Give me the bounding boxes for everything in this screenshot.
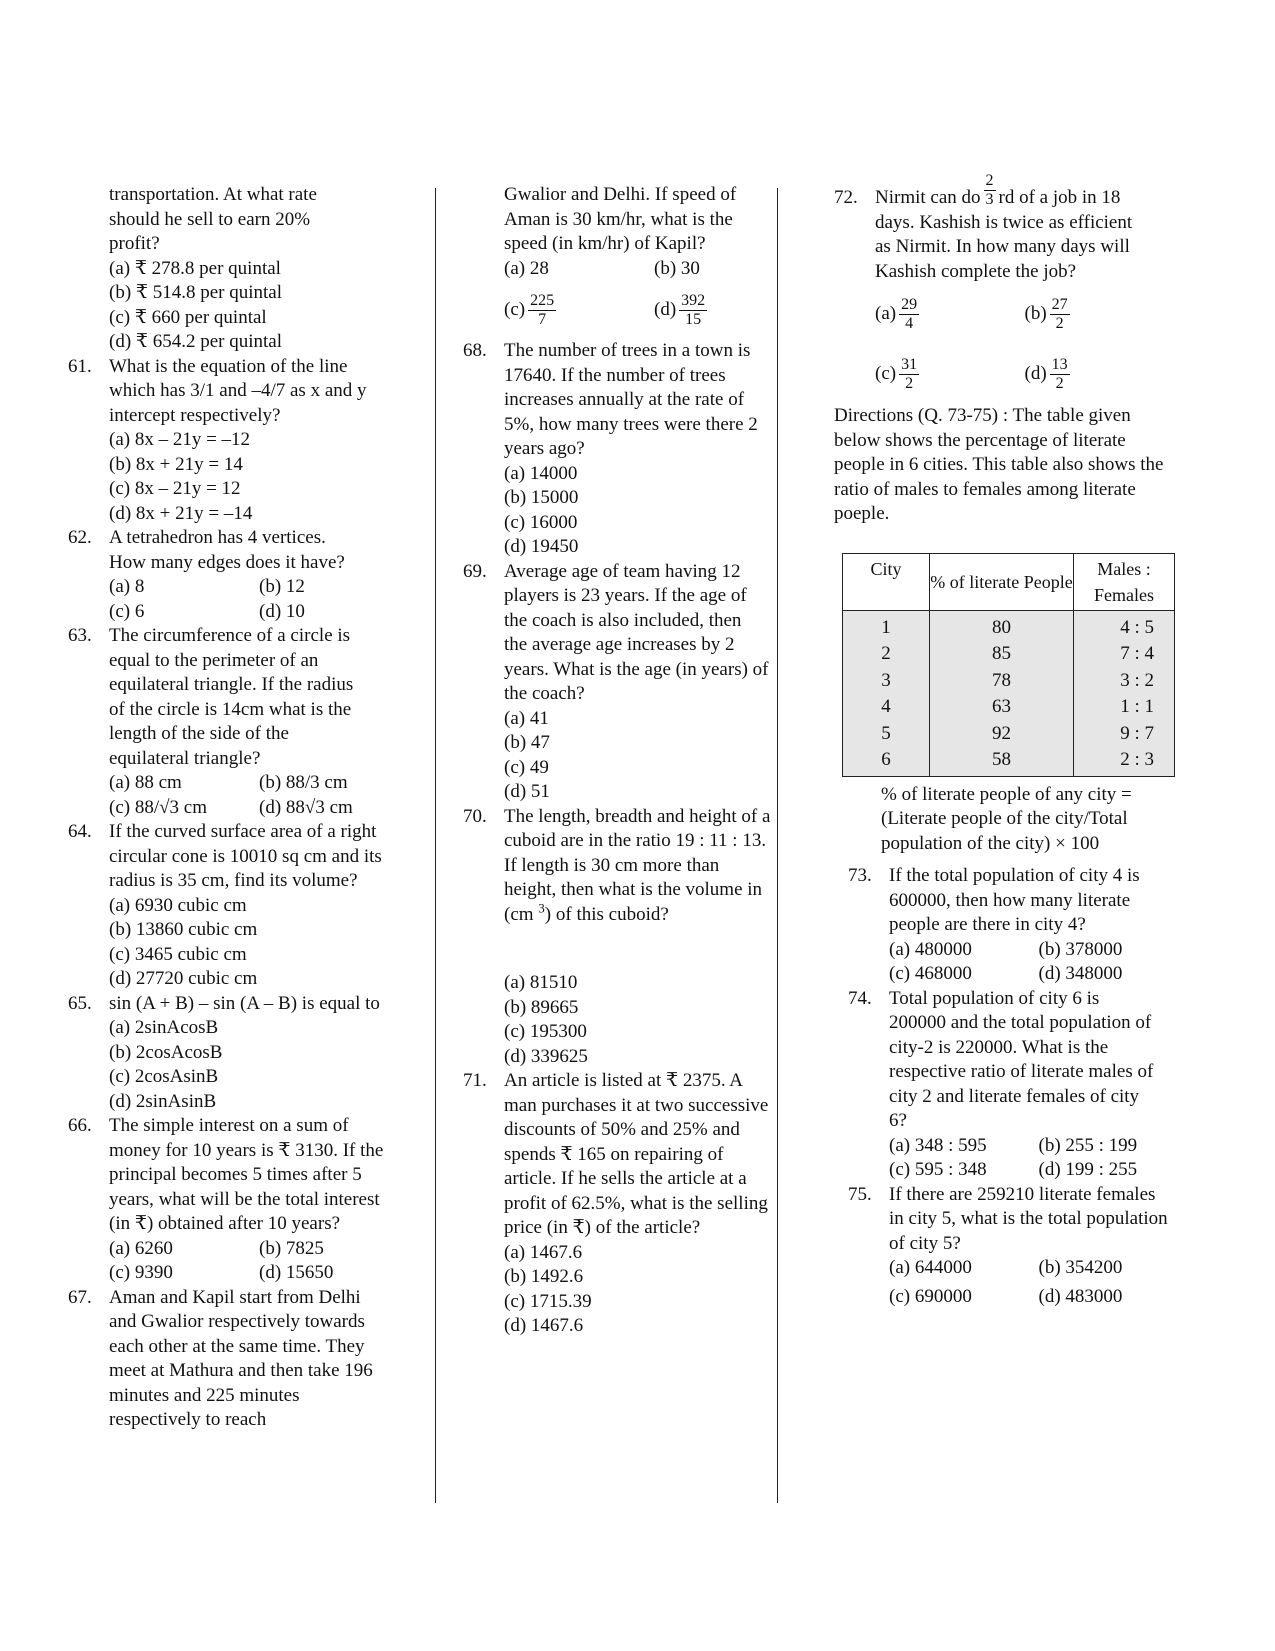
option: (a) 6260 — [109, 1237, 173, 1259]
question-73 — [848, 864, 1188, 987]
question-text: What is the equation of the line which has 3/1 and –4/7 as x and y intercept respectively? — [109, 355, 367, 426]
option: (c) 9390 — [109, 1262, 173, 1283]
cell-city: 4 — [843, 694, 930, 721]
question-number: 74. — [848, 987, 872, 1009]
fraction: $\frac{225}{7}$ — [530, 291, 555, 328]
option: (d) 15650 — [259, 1262, 334, 1283]
question-61 — [68, 355, 413, 527]
question-68 — [463, 339, 793, 560]
option: (c) 1715.39 — [504, 1290, 592, 1312]
option: (d) 1467.6 — [504, 1315, 584, 1336]
cell-city: 6 — [843, 747, 930, 776]
option: (c) 16000 — [504, 511, 578, 533]
cell-percent: 92 — [930, 721, 1074, 748]
question-text: Total population of city 6 is 200000 and the total population of city-2 is 220000. What is the respective ratio of literate males of city 2 and literate females of city 6? — [889, 987, 1154, 1131]
option: (b) 354200 — [1038, 1257, 1123, 1278]
option: (a) 8x – 21y = –12 — [109, 429, 251, 450]
column-1 — [68, 183, 413, 1433]
option: (c) 195300 — [504, 1021, 587, 1042]
question-number: 73. — [848, 865, 872, 886]
question-number: 66. — [68, 1115, 92, 1136]
question-text: Nirmit can do $\frac{2}{3}$ rd of a job in 18 days. Kashish is twice as efficient as Nirmit. In how many days will Kashish complete the job? — [875, 172, 1133, 282]
directions-text: Directions (Q. 73-75) : The table given below shows the percentage of literate people in 6 cities. This table also shows the ratio of males to females among literate poeple. — [834, 405, 1164, 524]
question-text: If there are 259210 literate females in city 5, what is the total population of city 5? — [889, 1183, 1168, 1254]
question-text: Average age of team having 12 players is 23 years. If the age of the coach is also included, then the average age increases by 2 years. What is the age (in years) of the coach? — [504, 560, 769, 704]
option: (a) 88 cm — [109, 772, 182, 793]
question-74 — [848, 987, 1188, 1183]
question-71 — [463, 1069, 793, 1339]
table-header-row — [843, 553, 1175, 610]
option: (d) 8x + 21y = –14 — [109, 502, 253, 524]
column-2 — [463, 183, 818, 1339]
option: (a) 1467.6 — [504, 1241, 583, 1263]
option: (a) 81510 — [504, 972, 578, 993]
question-64 — [68, 820, 413, 992]
option: (b) 7825 — [259, 1237, 324, 1259]
option: (c) 3465 cubic cm — [109, 943, 247, 965]
fraction: $\frac{13}{2}$ — [1051, 355, 1068, 392]
header-ratio: Males : Females — [1074, 553, 1175, 610]
question-text: sin (A + B) – sin (A – B) is equal to — [109, 992, 380, 1014]
option: (a) ₹ 278.8 per quintal — [109, 257, 281, 279]
option: (a) 2sinAcosB — [109, 1017, 219, 1038]
option: (d) 88√3 cm — [259, 796, 353, 818]
question-number: 71. — [463, 1070, 487, 1091]
question-text: If the curved surface area of a right circular cone is 10010 sq cm and its radius is 35 cm, find its volume? — [109, 821, 382, 891]
question-text: An article is listed at ₹ 2375. A man purchases it at two successive discounts of 50% and 25% and spends ₹ 165 on repairing of article. If he sells the article at a profit of 62.5%, what is the selling price (in ₹) of the article? — [504, 1070, 769, 1238]
fraction: $\frac{2}{3}$ — [985, 172, 994, 209]
question-text: transportation. At what rate should he sell to earn 20% profit? — [109, 184, 317, 254]
cell-percent: 80 — [930, 610, 1074, 641]
table-note: % of literate people of any city = (Literate people of the city/Total population of the city) × 100 — [881, 783, 1132, 854]
cell-city: 2 — [843, 641, 930, 668]
question-66 — [68, 1114, 413, 1286]
question-65 — [68, 992, 413, 1115]
option: (c) 49 — [504, 756, 549, 778]
cell-city: 3 — [843, 668, 930, 695]
option: (a) 348 : 595 — [889, 1134, 987, 1156]
option: (d) 2sinAsinB — [109, 1090, 217, 1112]
question-69 — [463, 560, 793, 805]
table-row — [843, 721, 1175, 748]
option: (c) 690000 — [889, 1285, 972, 1307]
question-text: The simple interest on a sum of money for 10 years is ₹ 3130. If the principal becomes 5 times after 5 years, what will be the total interest (in ₹) obtained after 10 years? — [109, 1115, 384, 1234]
table-row — [843, 694, 1175, 721]
question-text: A tetrahedron has 4 vertices. How many edges does it have? — [109, 527, 345, 573]
option-c: (c) $\frac{31}{2}$ — [875, 355, 918, 392]
cell-percent: 78 — [930, 668, 1074, 695]
question-number: 62. — [68, 527, 92, 548]
question-number: 63. — [68, 625, 92, 646]
option: (c) 8x – 21y = 12 — [109, 478, 241, 499]
cell-ratio: 2 : 3 — [1074, 747, 1175, 776]
cell-ratio: 3 : 2 — [1074, 668, 1175, 695]
option: (d) 483000 — [1038, 1285, 1123, 1307]
option: (c) 2cosAsinB — [109, 1066, 219, 1087]
option-c: (c) $\frac{225}{7}$ — [504, 291, 555, 328]
question-number: 68. — [463, 340, 487, 361]
option: (b) 12 — [259, 576, 305, 597]
option: (b) 13860 cubic cm — [109, 919, 258, 940]
cell-city: 1 — [843, 610, 930, 641]
cell-city: 5 — [843, 721, 930, 748]
option: (b) 2cosAcosB — [109, 1041, 223, 1063]
question-number: 67. — [68, 1286, 92, 1308]
column-3 — [834, 172, 1174, 1309]
option: (b) 255 : 199 — [1038, 1134, 1138, 1156]
column-divider-left — [435, 188, 436, 1503]
question-text: The length, breadth and height of a cuboid are in the ratio 19 : 11 : 13. If length is 30 cm more than height, then what is the volume in (cm $^3$) of this cuboid? — [504, 805, 771, 925]
question-number: 69. — [463, 560, 487, 582]
table-row — [843, 747, 1175, 776]
question-67 — [68, 1286, 413, 1433]
option: (b) 30 — [654, 257, 700, 279]
option: (d) 10 — [259, 600, 305, 622]
question-number: 65. — [68, 992, 92, 1014]
table-row — [843, 610, 1175, 641]
option: (c) 595 : 348 — [889, 1159, 987, 1180]
question-number: 72. — [834, 187, 858, 208]
literacy-table — [842, 553, 1175, 777]
option: (d) 19450 — [504, 536, 579, 557]
fraction: $\frac{392}{15}$ — [681, 291, 706, 328]
q67-continuation — [488, 183, 818, 339]
question-number: 64. — [68, 821, 92, 842]
option: (b) 1492.6 — [504, 1266, 584, 1287]
option: (d) 199 : 255 — [1038, 1159, 1138, 1180]
option: (b) 15000 — [504, 487, 579, 508]
option: (c) 468000 — [889, 963, 972, 984]
question-number: 70. — [463, 805, 487, 827]
option: (a) 6930 cubic cm — [109, 894, 247, 916]
option: (a) 41 — [504, 707, 549, 729]
option: (c) ₹ 660 per quintal — [109, 306, 267, 328]
option: (a) 644000 — [889, 1257, 972, 1278]
cell-ratio: 9 : 7 — [1074, 721, 1175, 748]
table-row — [843, 641, 1175, 668]
option: (b) 378000 — [1038, 938, 1123, 960]
option: (d) 51 — [504, 781, 550, 802]
question-text: Gwalior and Delhi. If speed of Aman is 30 km/hr, what is the speed (in km/hr) of Kapil? — [504, 184, 737, 254]
option: (b) 89665 — [504, 996, 579, 1018]
question-62 — [68, 526, 413, 624]
cell-percent: 63 — [930, 694, 1074, 721]
question-number: 75. — [848, 1183, 872, 1205]
question-72 — [834, 172, 1174, 404]
option: (d) ₹ 654.2 per quintal — [109, 331, 283, 352]
cell-percent: 85 — [930, 641, 1074, 668]
option: (c) 88/√3 cm — [109, 796, 208, 818]
header-city: City — [843, 553, 930, 610]
cell-ratio: 4 : 5 — [1074, 610, 1175, 641]
option: (a) 480000 — [889, 938, 972, 960]
option-d: (d) $\frac{13}{2}$ — [1024, 355, 1068, 392]
fraction: $\frac{27}{2}$ — [1051, 295, 1068, 332]
cell-percent: 58 — [930, 747, 1074, 776]
cell-ratio: 7 : 4 — [1074, 641, 1175, 668]
option: (d) 348000 — [1038, 963, 1123, 984]
question-70 — [463, 805, 793, 1070]
question-text: If the total population of city 4 is 600000, then how many literate people are there in city 4? — [889, 865, 1140, 935]
option-b: (b) $\frac{27}{2}$ — [1024, 295, 1068, 332]
table-row — [843, 668, 1175, 695]
question-number: 61. — [68, 355, 92, 377]
option: (d) 339625 — [504, 1045, 588, 1067]
question-text: Aman and Kapil start from Delhi and Gwalior respectively towards each other at the same time. They meet at Mathura and then take 196 minutes and 225 minutes respectively to reach — [109, 1286, 373, 1430]
option: (a) 28 — [504, 257, 549, 279]
option: (d) 27720 cubic cm — [109, 968, 258, 989]
fraction: $\frac{29}{4}$ — [901, 295, 918, 332]
option-a: (a) $\frac{29}{4}$ — [875, 295, 918, 332]
question-75 — [848, 1183, 1188, 1310]
question-text: The number of trees in a town is 17640. If the number of trees increases annually at the rate of 5%, how many trees were there 2 years ago? — [504, 340, 758, 459]
header-percent: % of literate People — [930, 553, 1074, 610]
cell-ratio: 1 : 1 — [1074, 694, 1175, 721]
fraction: $\frac{31}{2}$ — [901, 355, 918, 392]
option-d: (d) $\frac{392}{15}$ — [654, 291, 706, 328]
q60-continuation — [68, 183, 413, 355]
option: (a) 8 — [109, 576, 145, 597]
option: (b) 88/3 cm — [259, 772, 348, 793]
option: (b) 47 — [504, 732, 550, 753]
option: (b) ₹ 514.8 per quintal — [109, 282, 283, 303]
question-text: The circumference of a circle is equal to the perimeter of an equilateral triangle. If the radius of the circle is 14cm what is the length of the side of the equilateral triangle? — [109, 625, 354, 769]
option: (b) 8x + 21y = 14 — [109, 453, 243, 475]
question-63 — [68, 624, 413, 820]
option: (c) 6 — [109, 600, 145, 622]
option: (a) 14000 — [504, 462, 578, 484]
